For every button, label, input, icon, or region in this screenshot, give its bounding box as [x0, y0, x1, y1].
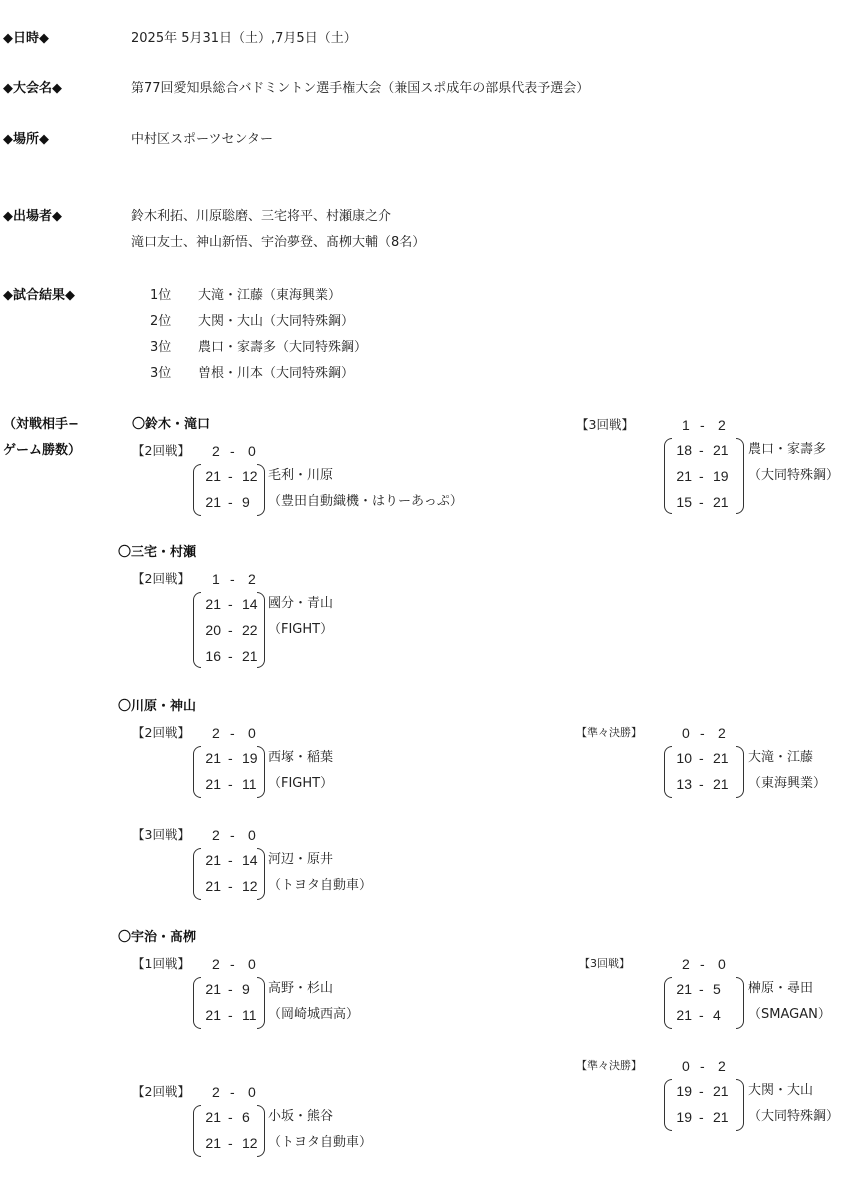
opponent-names: 大滝・江藤: [748, 750, 814, 765]
game-score: 15 - 21: [676, 494, 729, 510]
opponent-team: （東海興業）: [748, 776, 827, 791]
pair-heading: 〇宇治・髙栁: [118, 930, 197, 945]
match-result-b: 2: [248, 571, 256, 587]
match-result-b: 0: [248, 1084, 256, 1100]
match-result-dash: -: [230, 827, 235, 843]
match-result-dash: -: [230, 571, 235, 587]
match-round: 【2回戦】: [132, 725, 190, 740]
game-score: 21 - 19: [676, 468, 729, 484]
result-rank: 2位: [150, 314, 172, 329]
game-score: 19 - 21: [676, 1109, 729, 1125]
match-result-a: 2: [212, 956, 220, 972]
match-result-dash: -: [700, 1058, 705, 1074]
value-venue: 中村区スポーツセンター: [131, 132, 273, 147]
pair-heading: 〇鈴木・滝口: [132, 417, 211, 432]
opponent-team: （大同特殊鋼）: [748, 1109, 840, 1124]
match-result-dash: -: [230, 725, 235, 741]
match-result-dash: -: [700, 725, 705, 741]
game-score: 16 - 21: [205, 648, 258, 664]
game-score: 10 - 21: [676, 750, 729, 766]
match-result-b: 0: [248, 725, 256, 741]
opponent-names: 小坂・熊谷: [268, 1109, 334, 1124]
result-pair: 大関・大山（大同特殊鋼）: [198, 314, 355, 329]
result-rank: 1位: [150, 288, 172, 303]
match-result-b: 0: [248, 443, 256, 459]
result-pair: 農口・家壽多（大同特殊鋼）: [198, 340, 368, 355]
game-score: 21 - 11: [205, 776, 257, 792]
opponent-team: （FIGHT）: [268, 622, 334, 637]
match-result-a: 2: [212, 827, 220, 843]
opponent-team: （トヨタ自動車）: [268, 1135, 373, 1150]
pair-heading: 〇三宅・村瀬: [118, 545, 197, 560]
game-score: 21 - 6: [205, 1109, 250, 1125]
match-round: 【2回戦】: [132, 1084, 190, 1099]
game-score: 21 - 12: [205, 878, 258, 894]
game-score: 19 - 21: [676, 1083, 729, 1099]
opponent-team: （岡崎城西高）: [268, 1007, 360, 1022]
match-result-b: 0: [718, 956, 726, 972]
game-score: 21 - 11: [205, 1007, 257, 1023]
game-score: 13 - 21: [676, 776, 729, 792]
match-result-a: 2: [212, 1084, 220, 1100]
match-result-dash: -: [230, 956, 235, 972]
value-datetime: 2025年 5月31日（土）,7月5日（土）: [131, 31, 357, 46]
match-result-a: 1: [212, 571, 220, 587]
opponent-team: （トヨタ自動車）: [268, 878, 373, 893]
match-result-a: 0: [682, 1058, 690, 1074]
match-result-dash: -: [230, 1084, 235, 1100]
game-score: 20 - 22: [205, 622, 258, 638]
result-pair: 大滝・江藤（東海興業）: [198, 288, 342, 303]
result-rank: 3位: [150, 366, 172, 381]
match-round: 【2回戦】: [132, 571, 190, 586]
match-round: 【2回戦】: [132, 443, 190, 458]
match-round: 【準々決勝】: [576, 726, 642, 739]
match-result-a: 2: [212, 725, 220, 741]
game-score: 21 - 9: [205, 494, 250, 510]
label-participants: ◆出場者◆: [3, 209, 62, 224]
game-score: 21 - 14: [205, 852, 258, 868]
game-score: 18 - 21: [676, 442, 729, 458]
game-score: 21 - 12: [205, 1135, 258, 1151]
match-result-b: 2: [718, 417, 726, 433]
opponent-names: 國分・青山: [268, 596, 334, 611]
opponent-names: 高野・杉山: [268, 981, 334, 996]
match-round: 【3回戦】: [579, 957, 630, 970]
match-result-b: 0: [248, 827, 256, 843]
label-datetime: ◆日時◆: [3, 31, 49, 46]
game-score: 21 - 5: [676, 981, 721, 997]
result-pair: 曽根・川本（大同特殊鋼）: [198, 366, 355, 381]
match-result-a: 2: [682, 956, 690, 972]
opponent-names: 河辺・原井: [268, 852, 334, 867]
game-score: 21 - 12: [205, 468, 258, 484]
value-tournament: 第77回愛知県総合バドミントン選手権大会（兼国スポ成年の部県代表予選会）: [131, 81, 590, 96]
match-result-a: 1: [682, 417, 690, 433]
game-score: 21 - 14: [205, 596, 258, 612]
match-result-b: 2: [718, 1058, 726, 1074]
value-participants-line2: 滝口友士、神山新悟、宇治夢登、髙栁大輔（8名）: [131, 235, 426, 250]
match-result-dash: -: [700, 956, 705, 972]
result-rank: 3位: [150, 340, 172, 355]
match-round: 【準々決勝】: [576, 1059, 642, 1072]
side-label-line2: ゲーム勝数）: [3, 443, 82, 458]
opponent-names: 西塚・稲葉: [268, 750, 334, 765]
pair-heading: 〇川原・神山: [118, 699, 197, 714]
opponent-team: （大同特殊鋼）: [748, 468, 840, 483]
match-result-a: 2: [212, 443, 220, 459]
opponent-names: 毛利・川原: [268, 468, 334, 483]
value-participants-line1: 鈴木利拓、川原聡磨、三宅将平、村瀬康之介: [131, 209, 392, 224]
match-round: 【3回戦】: [576, 417, 634, 432]
match-result-b: 2: [718, 725, 726, 741]
opponent-team: （FIGHT）: [268, 776, 334, 791]
opponent-team: （SMAGAN）: [748, 1007, 831, 1022]
match-round: 【3回戦】: [132, 827, 190, 842]
side-label-line1: （対戦相手−: [3, 417, 79, 432]
match-result-dash: -: [700, 417, 705, 433]
label-venue: ◆場所◆: [3, 132, 49, 147]
label-tournament: ◆大会名◆: [3, 81, 62, 96]
match-result-a: 0: [682, 725, 690, 741]
match-result-b: 0: [248, 956, 256, 972]
opponent-names: 大関・大山: [748, 1083, 814, 1098]
opponent-names: 榊原・尋田: [748, 981, 814, 996]
opponent-names: 農口・家壽多: [748, 442, 827, 457]
match-result-dash: -: [230, 443, 235, 459]
game-score: 21 - 9: [205, 981, 250, 997]
game-score: 21 - 19: [205, 750, 258, 766]
match-round: 【1回戦】: [132, 956, 190, 971]
label-results: ◆試合結果◆: [3, 288, 75, 303]
game-score: 21 - 4: [676, 1007, 721, 1023]
opponent-team: （豊田自動織機・はりーあっぷ）: [268, 494, 463, 509]
